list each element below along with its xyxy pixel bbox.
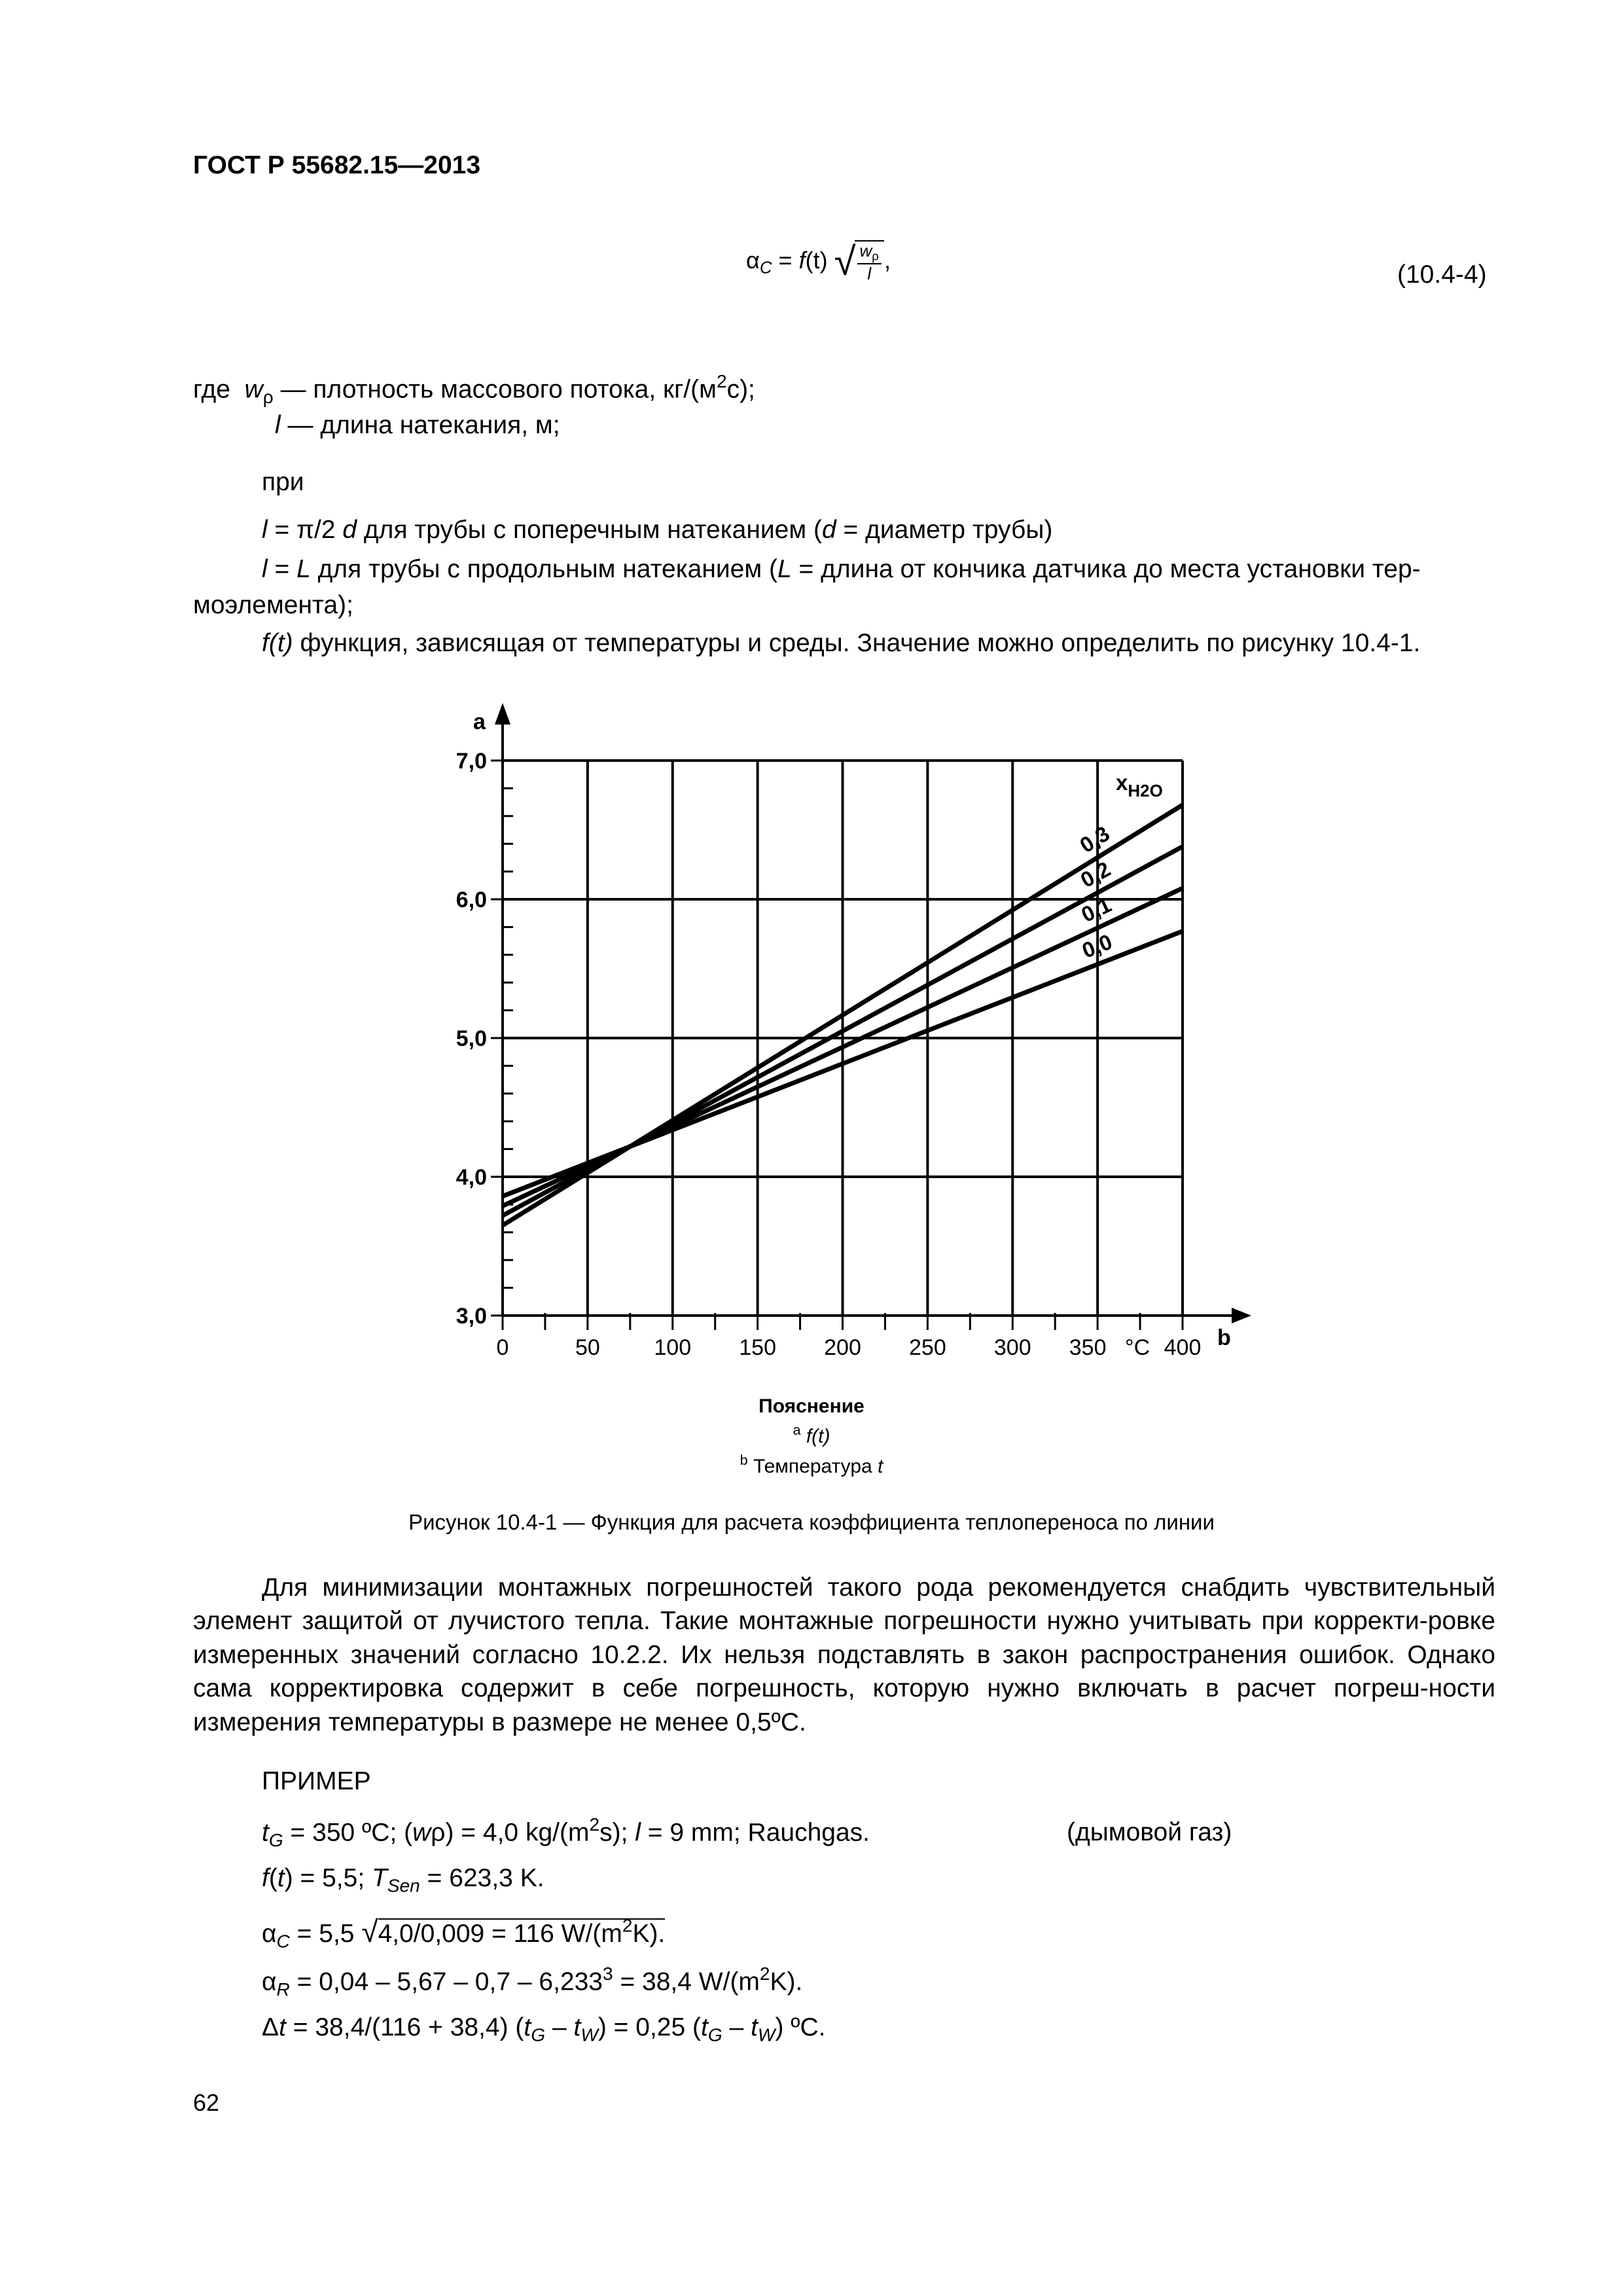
y-tick-label: 4,0 xyxy=(455,1165,487,1190)
x-tick-label: 150 xyxy=(739,1335,776,1360)
where-symbol-l: l xyxy=(275,411,281,439)
l2-text-b: для трубы с продольным натеканием ( xyxy=(310,555,777,583)
x-tick-label: 300 xyxy=(993,1335,1031,1360)
y-tick-label: 6,0 xyxy=(455,888,487,912)
f-of-t-symbol: f(t) xyxy=(262,629,293,657)
e2-c: = 623,3 K. xyxy=(419,1864,544,1892)
alpha-subscript: C xyxy=(759,259,772,278)
e3-a: = 5,5 xyxy=(289,1920,362,1948)
fraction-numerator-sub: ρ xyxy=(872,249,879,263)
e4-sup2: 2 xyxy=(759,1964,770,1984)
where-lead: где xyxy=(193,375,230,404)
equals: = xyxy=(772,246,799,274)
series-label: 0,0 xyxy=(1079,929,1116,963)
l-symbol: l xyxy=(262,516,268,544)
where-symbol-w: w xyxy=(244,375,263,404)
e5-delta: Δ xyxy=(262,2013,279,2041)
e2-t: t xyxy=(277,1864,285,1892)
function-symbol: f xyxy=(798,246,806,274)
y-tick-label: 3,0 xyxy=(455,1304,487,1329)
x-tick-label: 0 xyxy=(496,1335,509,1360)
x-tick-label: 350 xyxy=(1069,1335,1107,1360)
l1-text-c: = диаметр трубы) xyxy=(836,516,1053,544)
d-symbol: d xyxy=(342,516,357,544)
e5-a: = 38,4/(116 + 38,4) ( xyxy=(285,2013,524,2041)
e5-c: ) = 0,25 ( xyxy=(597,2013,702,2041)
series-label: 0,2 xyxy=(1076,856,1115,893)
e4-b: = 38,4 W/(m xyxy=(613,1967,760,1996)
e5-tw: t xyxy=(573,2013,581,2041)
e4-c: K). xyxy=(770,1967,803,1996)
l3-text: функция, зависящая от температуры и среды. Значение можно определить по рисунку 10.4-1. xyxy=(293,629,1421,657)
where-symbol-w-sub: ρ xyxy=(262,386,274,407)
series-param-subscript: H2O xyxy=(1128,781,1163,800)
function-argument: (t) xyxy=(805,246,828,274)
e5-tg2: t xyxy=(701,2013,708,2041)
L-symbol: L xyxy=(296,555,311,583)
x-tick-label: 400 xyxy=(1164,1335,1202,1360)
example-title: ПРИМЕР xyxy=(262,1767,371,1795)
example-line-1 xyxy=(262,1813,870,1852)
e1-sup: 2 xyxy=(589,1814,600,1835)
legend-title: Пояснение xyxy=(758,1395,865,1417)
e1-c: s); xyxy=(599,1818,635,1847)
e4-sub: R xyxy=(276,1979,290,2000)
body-paragraph: Для минимизации монтажных погрешностей такого рода рекомендуется снабдить чувствительный элемент защитой от лучистого тепла. Такие монтажные погрешности нужно учитывать при корректи-ровке измеренных значений согласно 10.2.2. Их нельзя подставлять в закон распространения ошибок. Однако сама корректировка содержит в себе погрешность, которую нужно включать в расчет погреш-ности измерения температуры в размере не менее 0,5ºС. xyxy=(193,1573,1495,1736)
e3-sub: C xyxy=(276,1931,290,1952)
example-line-4 xyxy=(262,1962,802,2001)
e1-b: ρ) = 4,0 kg/(m xyxy=(431,1818,590,1847)
e1-t-sub: G xyxy=(268,1829,283,1850)
l2-text-c: = длина от кончика датчика до места установки тер- xyxy=(791,555,1421,583)
d-symbol-2: d xyxy=(821,516,836,544)
example-line-3: $\alpha_C = 5,5$ √4,0/0,009 = 116 $W/(m^2K)$. xyxy=(262,1914,666,1952)
e2-b: ) = 5,5; xyxy=(284,1864,372,1892)
e5-tw2: t xyxy=(751,2013,758,2041)
e5-w2: W xyxy=(757,2024,776,2045)
e3-b: K). xyxy=(632,1920,666,1948)
fraction-denominator: l xyxy=(867,263,872,283)
alpha-symbol: α xyxy=(746,246,760,274)
l1-text-b: для трубы с поперечным натеканием ( xyxy=(357,516,822,544)
x-unit-label: °C xyxy=(1124,1335,1150,1360)
x-tick-label: 100 xyxy=(654,1335,692,1360)
y-tick-label: 7,0 xyxy=(455,749,487,774)
series-label: 0,3 xyxy=(1075,821,1114,858)
legend-val-a: f(t) xyxy=(806,1425,830,1447)
e3-alpha: α xyxy=(262,1920,277,1948)
x-axis-arrow xyxy=(1232,1308,1251,1323)
e5-tg: t xyxy=(524,2013,531,2041)
x-axis-letter: b xyxy=(1217,1325,1231,1350)
e1-w: w xyxy=(412,1818,431,1847)
x-tick-label: 250 xyxy=(909,1335,946,1360)
fraction-numerator: w xyxy=(859,240,872,260)
example-note: (дымовой газ) xyxy=(1067,1818,1232,1846)
e5-e: – xyxy=(722,2013,751,2041)
example-line-5 xyxy=(262,2011,826,2047)
e4-sup: 3 xyxy=(602,1964,613,1984)
y-axis-letter: a xyxy=(473,709,486,734)
l1-text-a: = π/2 xyxy=(267,516,343,544)
formula-tail: , xyxy=(883,246,891,274)
definition-line-2-cont: моэлемента); xyxy=(193,591,353,619)
page-number: 62 xyxy=(193,2089,220,2116)
series-param-label: $x_{H2O}$ xyxy=(1116,770,1163,800)
figure-legend xyxy=(0,1393,1623,1480)
e1-a: = 350 ºС; ( xyxy=(283,1818,413,1847)
e2-T: T xyxy=(372,1864,387,1892)
e5-b: – xyxy=(545,2013,574,2041)
e5-g2: G xyxy=(707,2024,722,2045)
L-symbol-2: L xyxy=(777,555,792,583)
document-header: ГОСТ Р 55682.15—2013 xyxy=(193,151,481,179)
where-text-l: — длина натекания, м; xyxy=(280,411,560,439)
e4-alpha: α xyxy=(262,1967,277,1996)
y-axis-arrow xyxy=(495,703,510,725)
y-tick-label: 5,0 xyxy=(455,1026,487,1051)
series-label: 0,1 xyxy=(1077,892,1115,927)
e1-d: = 9 mm; Rauchgas. xyxy=(640,1818,870,1847)
legend-key-a: a xyxy=(793,1422,801,1438)
l2-text-a: = xyxy=(267,555,297,583)
e2-a: ( xyxy=(268,1864,277,1892)
formula-number: (10.4-4) xyxy=(1397,260,1487,289)
pri-label: при xyxy=(262,468,304,496)
legend-item-b xyxy=(0,1450,1623,1480)
x-tick-label: 50 xyxy=(575,1335,600,1360)
e2-T-sub: Sen xyxy=(387,1875,420,1896)
legend-val-b: Температура xyxy=(753,1455,878,1477)
l-symbol-2: l xyxy=(262,555,268,583)
x-tick-label: 200 xyxy=(824,1335,861,1360)
where-text-w: — плотность массового потока, кг/(м xyxy=(273,375,717,404)
e5-g: G xyxy=(531,2024,546,2045)
e3-rad: 4,0/0,009 = 116 W/(m xyxy=(378,1920,622,1948)
e1-l: l xyxy=(635,1818,641,1847)
e5-w: W xyxy=(580,2024,598,2045)
e3-sup: 2 xyxy=(622,1915,633,1936)
figure-caption: Рисунок 10.4-1 — Функция для расчета коэффициента теплопереноса по линии xyxy=(408,1510,1215,1534)
where-sup-w: 2 xyxy=(716,371,727,391)
e5-t: t xyxy=(279,2013,286,2041)
e4-a: = 0,04 – 5,67 – 0,7 – 6,233 xyxy=(289,1967,603,1996)
e1-t: t xyxy=(262,1818,269,1847)
example-line-2 xyxy=(262,1862,544,1897)
e5-f: ) ºС. xyxy=(775,2013,826,2041)
where-text-w-end: с); xyxy=(726,375,755,404)
legend-item-a xyxy=(0,1420,1623,1450)
formula-10-4-4: $\alpha_C = f(t)$ √ $\frac{w_\rho}{l}$ , xyxy=(746,240,891,283)
legend-val-b-it: t xyxy=(878,1455,883,1477)
legend-key-b: b xyxy=(740,1451,748,1468)
e2-f: f xyxy=(262,1864,269,1892)
